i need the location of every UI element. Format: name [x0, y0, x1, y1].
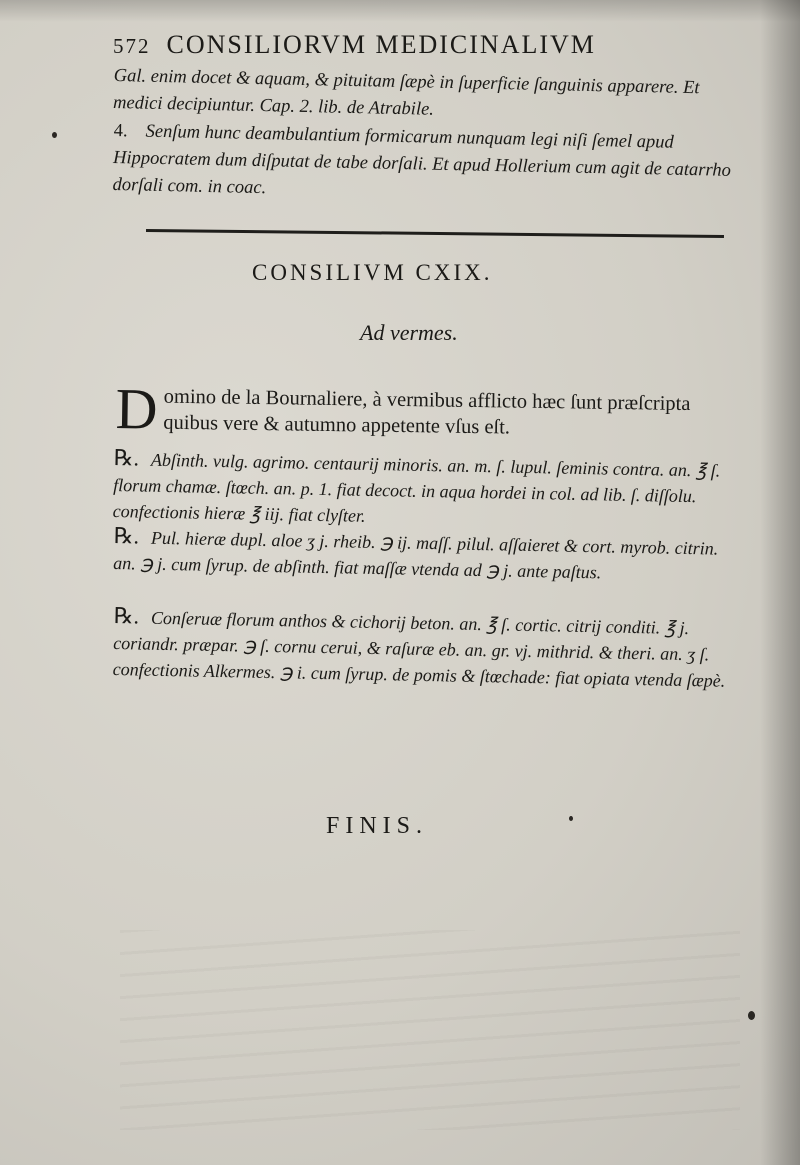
ink-speck [748, 1011, 755, 1020]
page-number: 572 [113, 34, 151, 58]
page-top-shadow [0, 0, 800, 22]
prescription-text: Abſinth. vulg. agrimo. centaurij minoris. an. m. ſ. lupul. ſeminis contra. an. ℥ ſ. florum chamæ. ſtœch. an. p. 1. fiat decoct. in aqua hordei in col. ad lib. ſ. diſſolu. confectionis hieræ ℥ iij. fiat clyſter. [112, 449, 721, 526]
prescription-1 [112, 445, 735, 536]
show-through-texture [120, 930, 740, 1130]
intro-paragraph [115, 376, 736, 444]
prescription-text: Conſeruæ florum anthos & cichorij beton. an. ℥ ſ. cortic. citrij conditi. ℥ j. coriandr. præpar. ℈ ſ. cornu cerui, & raſuræ eb. an. gr. vj. mithrid. & theri. an. ʒ ſ. confectionis Alkermes. ℈ i. cum ſyrup. de pomis & ſtœchade: fiat opiata vtenda ſæpè. [112, 607, 726, 691]
ink-speck [569, 816, 573, 821]
footnote-continuation: Gal. enim docet & aquam, & pituitam ſæpè in ſuperficie ſanguinis apparere. Et medici decipiuntur. Cap. 2. lib. de Atrabile. [112, 65, 700, 120]
prescription-3 [112, 603, 735, 694]
recipe-symbol-icon: ℞. [113, 445, 140, 471]
prescription-2 [113, 523, 736, 588]
page-gutter-shadow [760, 0, 800, 1165]
drop-cap: D [115, 376, 158, 442]
recipe-symbol-icon: ℞. [113, 523, 140, 549]
ink-speck [52, 132, 57, 138]
section-title: CONSILIVM CXIX. [252, 260, 493, 285]
recipe-symbol-icon: ℞. [113, 603, 140, 629]
footnote-number: 4. [113, 120, 128, 142]
intro-text: omino de la Bournaliere, à vermibus afflicto hæc ſunt præſcripta quibus vere & autumno appetente vſus eſt. [163, 385, 691, 439]
running-head-title: CONSILIORVM MEDICINALIVM [166, 30, 596, 59]
prescription-text: Pul. hieræ dupl. aloe ʒ j. rheib. ℈ ij. maſſ. pilul. aſſaieret & cort. myrob. citrin. an. ℈ j. cum ſyrup. de abſinth. fiat maſſæ vtenda ad ℈ j. ante paſtus. [113, 527, 719, 583]
finis-mark: FINIS. [326, 813, 429, 839]
running-head [113, 30, 713, 60]
section-rule [146, 229, 724, 238]
footnote-4 [112, 118, 734, 212]
footnote-text: Senſum hunc deambulantium formicarum nunquam legi niſi ſemel apud Hippocratem dum diſputat de tabe dorſali. Et apud Hollerium cum agit de catarrho dorſali com. in coac. [112, 121, 732, 199]
section-subtitle: Ad vermes. [360, 320, 458, 345]
